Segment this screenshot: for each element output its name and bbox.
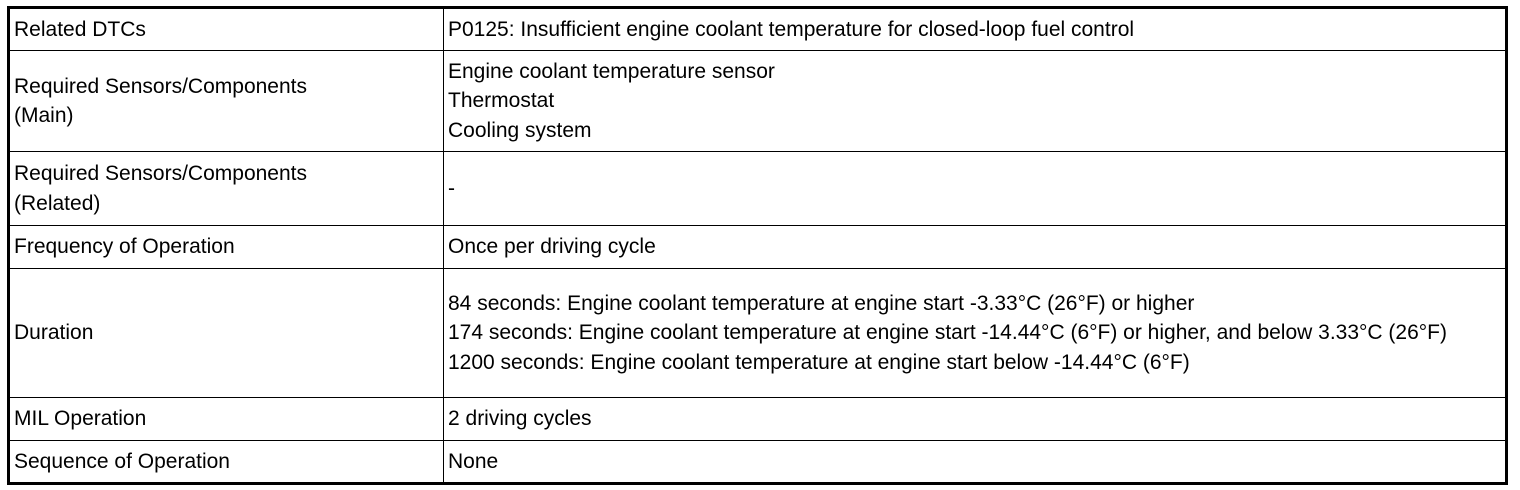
label-cell	[9, 441, 444, 484]
row-frequency-of-operation	[9, 226, 1507, 269]
row-related-dtcs	[9, 8, 1507, 51]
row-value: Cooling system	[448, 118, 592, 142]
label-cell	[9, 51, 444, 152]
row-value: Thermostat	[448, 89, 555, 113]
value-cell	[444, 152, 1507, 226]
row-label: (Main)	[14, 104, 74, 127]
row-value: 2 driving cycles	[448, 407, 592, 431]
row-label: Frequency of Operation	[14, 235, 235, 259]
row-value: -	[448, 176, 455, 200]
row-label: (Related)	[14, 191, 101, 215]
value-cell	[444, 8, 1507, 51]
row-value: 84 seconds: Engine coolant temperature at engine start -3.33°C (26°F) or higher	[448, 291, 1195, 315]
row-label: Duration	[14, 321, 94, 345]
label-cell	[9, 269, 444, 398]
value-cell	[444, 269, 1507, 398]
value-cell	[444, 398, 1507, 441]
value-cell	[444, 51, 1507, 152]
monitor-spec-table	[7, 6, 1508, 485]
label-cell	[9, 398, 444, 441]
row-value: None	[448, 449, 499, 473]
row-value: Engine coolant temperature sensor	[448, 59, 775, 83]
row-mil-operation	[9, 398, 1507, 441]
row-label: MIL Operation	[14, 407, 147, 431]
row-value: 174 seconds: Engine coolant temperature at engine start -14.44°C (6°F) or higher, and below 3.33°C (26°F)	[448, 321, 1447, 345]
row-duration	[9, 269, 1507, 398]
label-cell	[9, 152, 444, 226]
row-required-sensors-main	[9, 51, 1507, 152]
row-label: Sequence of Operation	[14, 449, 230, 473]
row-value: P0125: Insufficient engine coolant temperature for closed-loop fuel control	[448, 17, 1135, 41]
row-label: Required Sensors/Components	[14, 162, 307, 185]
row-label: Related DTCs	[14, 17, 146, 41]
value-cell	[444, 441, 1507, 484]
row-label: Required Sensors/Components	[14, 74, 307, 98]
label-cell	[9, 226, 444, 269]
value-cell	[444, 226, 1507, 269]
row-required-sensors-related	[9, 152, 1507, 226]
row-sequence-of-operation	[9, 441, 1507, 484]
row-value: 1200 seconds: Engine coolant temperature at engine start below -14.44°C (6°F)	[448, 350, 1190, 374]
label-cell	[9, 8, 444, 51]
row-value: Once per driving cycle	[448, 235, 656, 259]
